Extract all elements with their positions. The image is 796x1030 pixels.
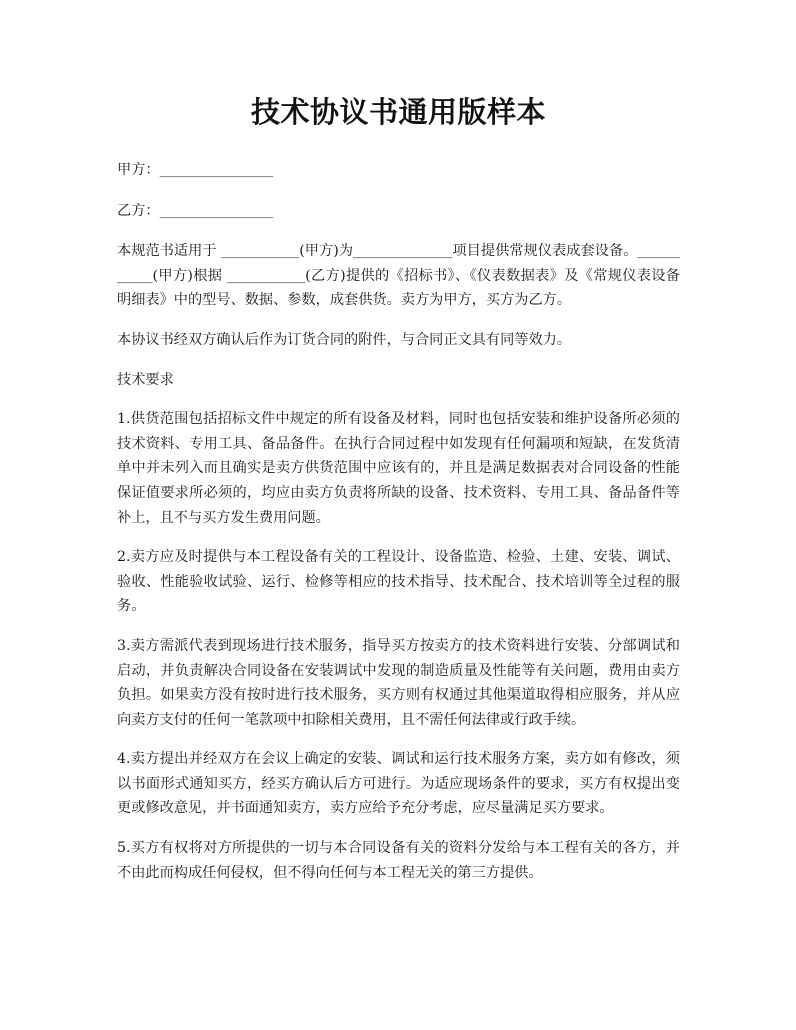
section-heading: 技术要求: [117, 371, 174, 388]
validity-paragraph: 本协议书经双方确认后作为订货合同的附件，与合同正文具有同等效力。: [117, 331, 572, 348]
clause-3: 3.卖方需派代表到现场进行技术服务，指导买方按卖方的技术资料进行安装、分部调试和启动，并负责解决合同设备在安装调试中发现的制造质量及性能等有关问题，费用由卖方负担。如果卖方没有按时进行技术服务，买方则有权通过其他渠道取得相应服务，并从应向卖方支付的任何一笔款项中扣除相关费用，且不需任何法律或行政手续。: [117, 637, 680, 728]
party-a-line: 甲方：________________: [117, 162, 274, 178]
party-b-line: 乙方：________________: [117, 202, 274, 219]
clause-5: 5.买方有权将对方所提供的一切与本合同设备有关的资料分发给与本工程有关的各方，并不由此而构成任何侵权，但不得向任何与本工程无关的第三方提供。: [117, 840, 680, 881]
clause-4: 4.卖方提出并经双方在会议上确定的安装、调试和运行技术服务方案，卖方如有修改，须以书面形式通知买方，经买方确认后方可进行。为适应现场条件的要求，买方有权提出变更或修改意见，并书面通知卖方，卖方应给予充分考虑，应尽量满足买方要求。: [117, 751, 680, 817]
clause-2: 2.卖方应及时提供与本工程设备有关的工程设计、设备监造、检验、土建、安装、调试、验收、性能验收试验、运行、检修等相应的技术指导、技术配合、技术培训等全过程的服务。: [117, 549, 680, 615]
intro-paragraph: 本规范书适用于 ___________(甲方)为______________项目提供常规仪表成套设备。___________(甲方)根据 ___________(乙方)提供的《招标书》、《仪表数据表》及《常规仪表设备明细表》中的型号、数据、参数，成套供货。卖方为甲方，买方为乙方。: [117, 243, 680, 309]
clause-1: 1.供货范围包括招标文件中规定的所有设备及材料，同时也包括安装和维护设备所必须的技术资料、专用工具、备品备件。在执行合同过程中如发现有任何漏项和短缺，在发货清单中并未列入而且确实是卖方供货范围中应该有的，并且是满足数据表对合同设备的性能保证值要求所必须的，均应由卖方负责将所缺的设备、技术资料、专用工具、备品备件等补上，且不与买方发生费用问题。: [117, 411, 680, 526]
document-title: 技术协议书通用版样本: [250, 95, 546, 129]
